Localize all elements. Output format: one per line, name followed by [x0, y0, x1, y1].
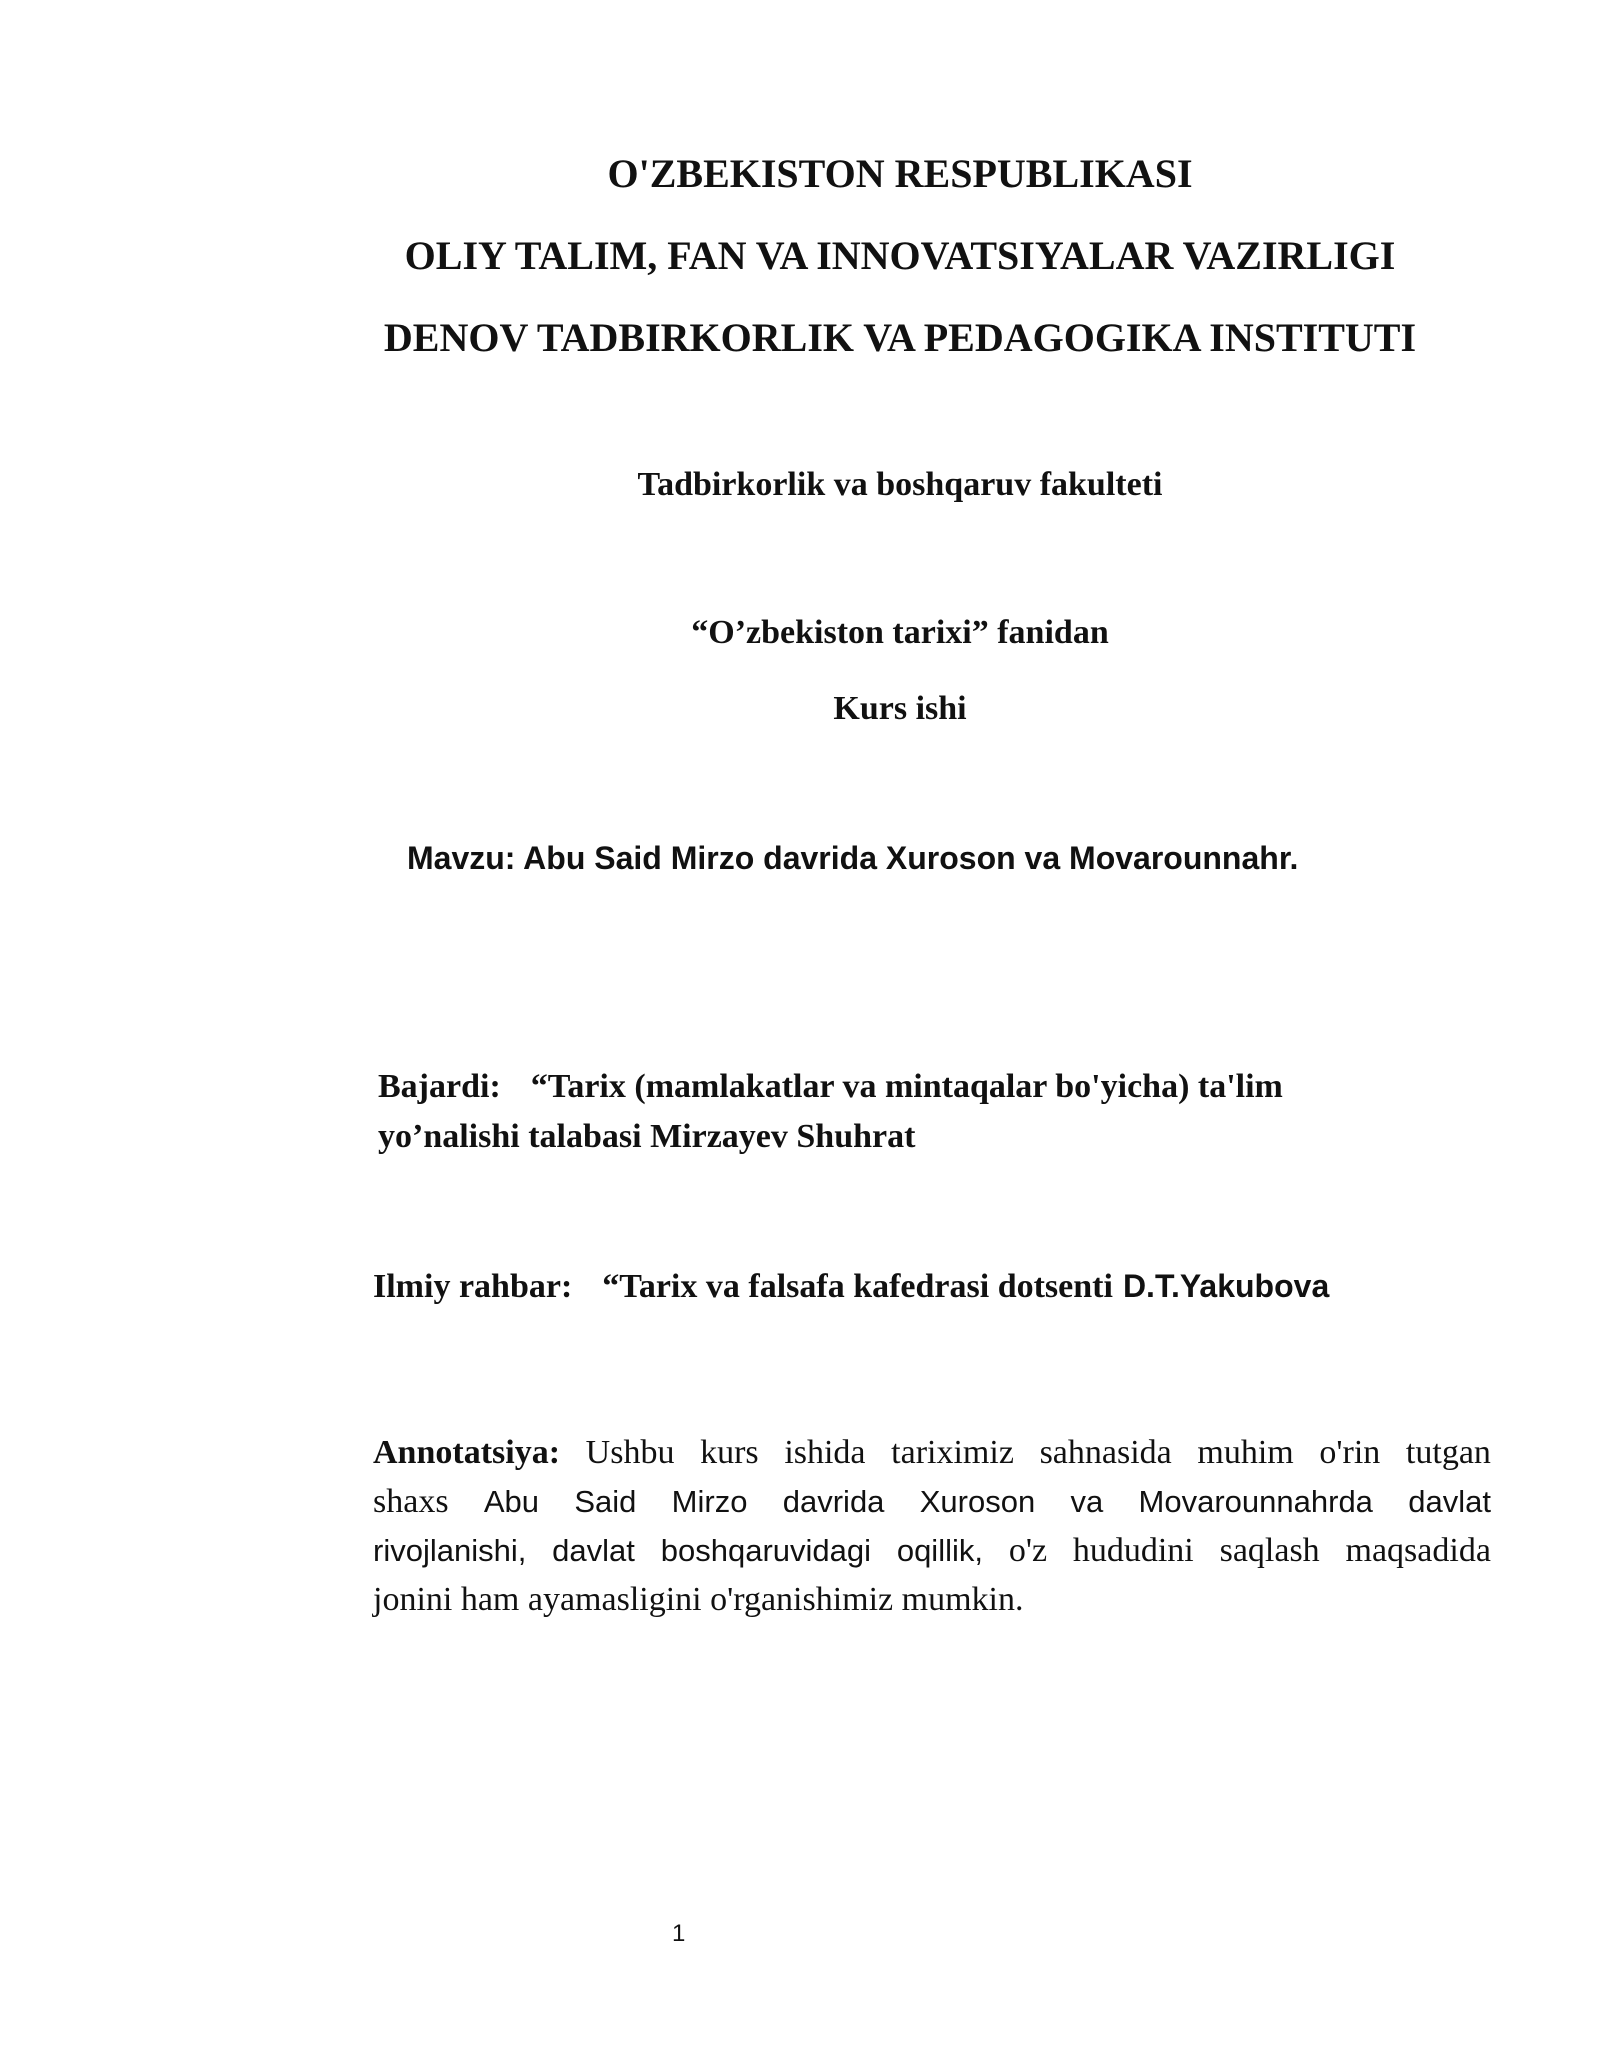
- annotation-paragraph: [373, 1428, 1491, 1624]
- header-line-ministry: OLIY TALIM, FAN VA INNOVATSIYALAR VAZIRLIGI: [404, 233, 1396, 278]
- topic-title: Mavzu: Abu Said Mirzo davrida Xuroson va Movarounnahr.: [407, 840, 1299, 876]
- performer-line-2: yo’nalishi talabasi Mirzayev Shuhrat: [378, 1118, 916, 1155]
- annotation-word: kurs: [700, 1434, 759, 1471]
- header-line-institute: DENOV TADBIRKORLIK VA PEDAGOGIKA INSTITUTI: [383, 315, 1417, 360]
- annotation-label: Annotatsiya:: [373, 1434, 561, 1471]
- annotation-word: hududini: [1072, 1532, 1194, 1569]
- annotation-word: maqsadida: [1345, 1532, 1491, 1569]
- annotation-word: davrida: [782, 1484, 885, 1519]
- annotation-word: o'z: [1008, 1532, 1048, 1569]
- annotation-word: tutgan: [1405, 1434, 1491, 1471]
- annotation-word: jonini ham ayamasligini o'rganishimiz mumkin.: [373, 1581, 1024, 1618]
- faculty-name: Tadbirkorlik va boshqaruv fakulteti: [637, 466, 1163, 503]
- annotation-word: va: [1070, 1484, 1104, 1519]
- annotation-word: sahnasida: [1039, 1434, 1172, 1471]
- performer-line-1: [378, 1068, 1283, 1106]
- annotation-word: o'rin: [1319, 1434, 1381, 1471]
- annotation-line-1: [373, 1428, 1491, 1477]
- annotation-line-2: [373, 1477, 1491, 1526]
- annotation-word: Said: [574, 1484, 637, 1519]
- annotation-word: davlat: [1408, 1484, 1491, 1519]
- annotation-word: rivojlanishi,: [373, 1533, 527, 1568]
- annotation-word: Movarounnahrda: [1138, 1484, 1373, 1519]
- annotation-line-4: [373, 1575, 1491, 1624]
- annotation-word: shaxs: [373, 1483, 449, 1520]
- annotation-word: Abu: [483, 1484, 540, 1519]
- supervisor-line: [373, 1268, 1329, 1306]
- annotation-word: boshqaruvidagi: [660, 1533, 871, 1568]
- performer-text-1: “Tarix (mamlakatlar va mintaqalar bo'yicha) ta'lim: [530, 1068, 1283, 1105]
- performer-label: Bajardi:: [378, 1068, 501, 1105]
- header-line-republic: O'ZBEKISTON RESPUBLIKASI: [607, 151, 1193, 196]
- annotation-word: Xuroson: [919, 1484, 1036, 1519]
- annotation-word: ishida: [784, 1434, 866, 1471]
- page-number: 1: [672, 1920, 686, 1947]
- annotation-word: muhim: [1197, 1434, 1294, 1471]
- supervisor-label: Ilmiy rahbar:: [373, 1268, 573, 1305]
- annotation-word: oqillik,: [896, 1533, 983, 1568]
- annotation-word: saqlash: [1219, 1532, 1320, 1569]
- annotation-word: tariximiz: [891, 1434, 1014, 1471]
- supervisor-name: D.T.Yakubova: [1122, 1268, 1330, 1304]
- supervisor-department: “Tarix va falsafa kafedrasi dotsenti: [602, 1268, 1113, 1305]
- annotation-word: davlat: [552, 1533, 635, 1568]
- annotation-word: Ushbu: [585, 1434, 675, 1471]
- subject-title: “O’zbekiston tarixi” fanidan: [691, 614, 1109, 651]
- annotation-word: Mirzo: [671, 1484, 748, 1519]
- annotation-line-3: [373, 1526, 1491, 1575]
- work-type: Kurs ishi: [833, 690, 967, 727]
